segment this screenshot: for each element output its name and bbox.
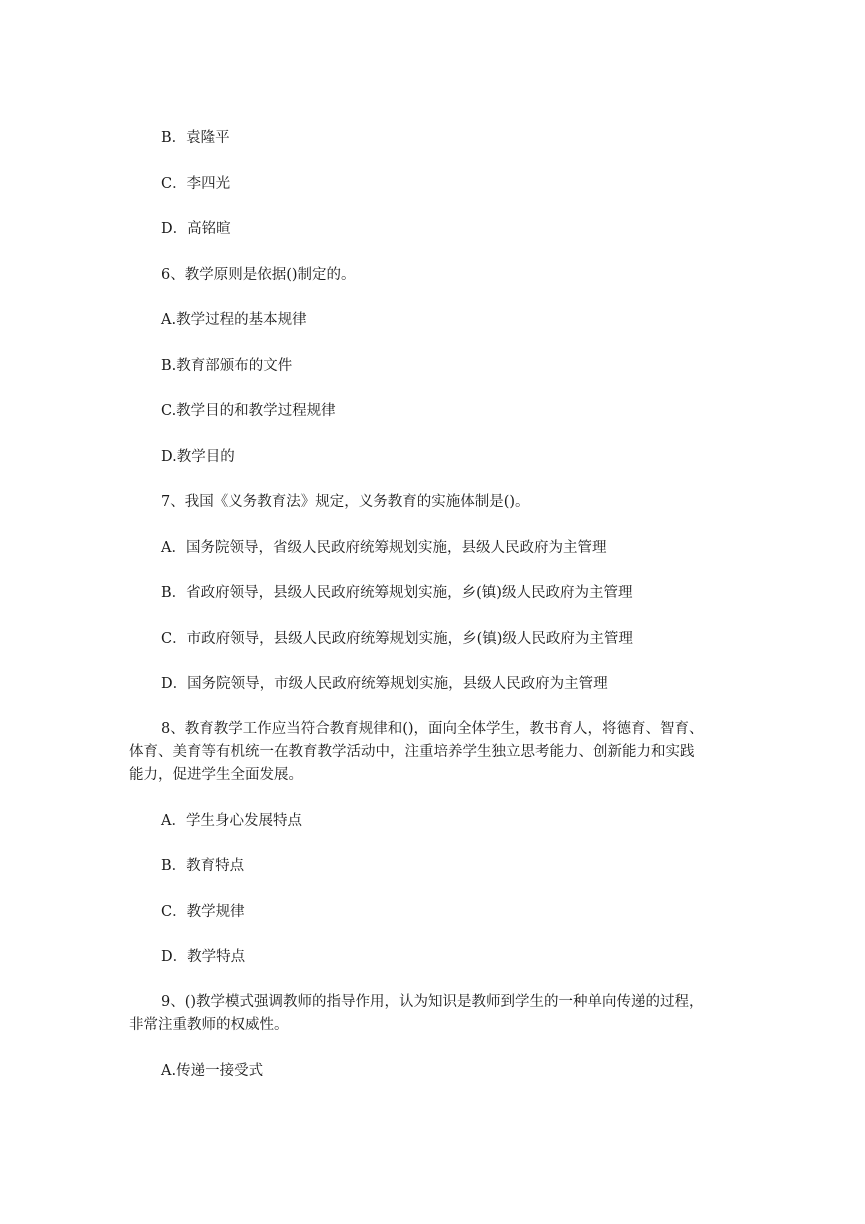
q6-option-d: D.教学目的 xyxy=(161,449,235,465)
q6-option-c: C.教学目的和教学过程规律 xyxy=(161,403,336,419)
q8-option-d: D．教学特点 xyxy=(161,949,246,965)
q8-option-c: C．教学规律 xyxy=(161,904,245,920)
q8-option-a: A．学生身心发展特点 xyxy=(161,813,302,829)
q7-option-b: B．省政府领导，县级人民政府统筹规划实施，乡(镇)级人民政府为主管理 xyxy=(161,585,633,601)
q8-stem-line3: 能力，促进学生全面发展。 xyxy=(129,767,303,783)
q5-option-c: C．李四光 xyxy=(161,176,231,192)
q9-stem-line1: 9、()教学模式强调教师的指导作用，认为知识是教师到学生的一种单向传递的过程， xyxy=(161,994,704,1010)
q8-option-b: B．教育特点 xyxy=(161,858,245,874)
q5-option-b: B．袁隆平 xyxy=(161,130,230,146)
q9-stem-line2: 非常注重教师的权威性。 xyxy=(129,1017,289,1033)
q6-stem: 6、教学原则是依据()制定的。 xyxy=(161,267,356,283)
q7-option-a: A．国务院领导，省级人民政府统筹规划实施，县级人民政府为主管理 xyxy=(161,540,607,556)
q9-option-a: A.传递一接受式 xyxy=(161,1063,264,1079)
q5-option-d: D．高铭暄 xyxy=(161,221,231,237)
q7-stem: 7、我国《义务教育法》规定，义务教育的实施体制是()。 xyxy=(161,494,530,510)
q8-stem-line2: 体育、美育等有机统一在教育教学活动中，注重培养学生独立思考能力、创新能力和实践 xyxy=(129,744,695,760)
q7-option-c: C．市政府领导，县级人民政府统筹规划实施，乡(镇)级人民政府为主管理 xyxy=(161,631,633,647)
q6-option-b: B.教育部颁布的文件 xyxy=(161,358,293,374)
q8-stem-line1: 8、教育教学工作应当符合教育规律和()，面向全体学生，教书育人，将德育、智育、 xyxy=(161,721,704,737)
q7-option-d: D．国务院领导，市级人民政府统筹规划实施，县级人民政府为主管理 xyxy=(161,676,608,692)
q6-option-a: A.教学过程的基本规律 xyxy=(161,312,307,328)
